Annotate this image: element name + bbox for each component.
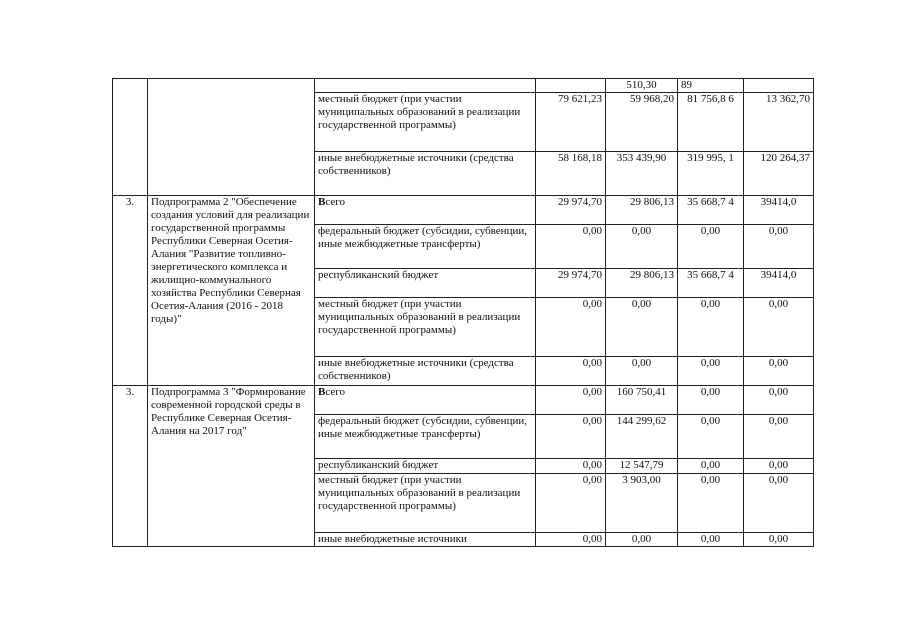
value-cell: 144 299,62 [606, 415, 678, 459]
source-cell [315, 386, 536, 415]
value-cell: 35 668,7 4 [678, 196, 744, 225]
value-cell: 0,00 [606, 225, 678, 269]
table-row [113, 386, 814, 415]
value-cell: 79 621,23 [536, 93, 606, 152]
table-row [113, 196, 814, 225]
value-cell: 0,00 [678, 386, 744, 415]
source-cell: местный бюджет (при участии муниципальных образований в реализации государственной программы) [315, 93, 536, 152]
value-cell: 29 806,13 [606, 269, 678, 298]
value-cell: 3 903,00 [606, 474, 678, 533]
value-cell: 0,00 [744, 357, 814, 386]
value-cell: 0,00 [678, 415, 744, 459]
value-cell: 510,30 [606, 79, 678, 93]
value-cell: 353 439,90 [606, 152, 678, 196]
source-cell: местный бюджет (при участии муниципальных образований в реализации государственной программы) [315, 474, 536, 533]
value-cell: 0,00 [678, 459, 744, 474]
value-cell: 0,00 [744, 386, 814, 415]
value-cell: 0,00 [678, 533, 744, 547]
value-cell: 160 750,41 [606, 386, 678, 415]
value-cell: 0,00 [678, 225, 744, 269]
program-name-cell [148, 79, 315, 196]
value-cell: 0,00 [606, 357, 678, 386]
source-cell [315, 196, 536, 225]
total-label-bold: В [318, 196, 326, 208]
value-cell: 0,00 [536, 225, 606, 269]
total-label-bold: В [318, 386, 326, 398]
value-cell: 89 [678, 79, 744, 93]
value-cell: 13 362,70 [744, 93, 814, 152]
value-cell: 0,00 [678, 474, 744, 533]
value-cell: 319 995, 1 [678, 152, 744, 196]
value-cell: 29 974,70 [536, 269, 606, 298]
value-cell: 0,00 [744, 459, 814, 474]
value-cell: 29 806,13 [606, 196, 678, 225]
program-name-cell: Подпрограмма 3 "Формирование современной городской среды в Республике Северная Осетия-Алания на 2017 год" [148, 386, 315, 547]
value-cell: 59 968,20 [606, 93, 678, 152]
source-cell: республиканский бюджет [315, 269, 536, 298]
value-cell: 0,00 [536, 474, 606, 533]
source-cell: федеральный бюджет (субсидии, субвенции, иные межбюджетные трансферты) [315, 225, 536, 269]
value-cell [536, 79, 606, 93]
total-label-rest: сего [325, 386, 345, 398]
value-cell: 0,00 [536, 386, 606, 415]
value-cell: 0,00 [536, 357, 606, 386]
value-cell: 0,00 [744, 415, 814, 459]
table-row [113, 79, 814, 93]
value-cell: 0,00 [536, 298, 606, 357]
value-cell: 58 168,18 [536, 152, 606, 196]
source-cell: республиканский бюджет [315, 459, 536, 474]
value-cell: 12 547,79 [606, 459, 678, 474]
source-cell: иные внебюджетные источники [315, 533, 536, 547]
index-cell: 3. [113, 386, 148, 547]
source-cell: федеральный бюджет (субсидии, субвенции, иные межбюджетные трансферты) [315, 415, 536, 459]
value-cell: 29 974,70 [536, 196, 606, 225]
index-cell: 3. [113, 196, 148, 386]
program-name-cell: Подпрограмма 2 "Обеспечение создания условий для реализации государственной программы Республики Северная Осетия-Алания "Развитие топливно-энергетического комплекса и жилищно-коммунального хозяйства Республики Северная Осетия-Алания (2016 - 2018 годы)" [148, 196, 315, 386]
value-cell: 39414,0 [744, 196, 814, 225]
value-cell: 39414,0 [744, 269, 814, 298]
value-cell: 81 756,8 6 [678, 93, 744, 152]
value-cell: 0,00 [536, 533, 606, 547]
source-cell [315, 79, 536, 93]
value-cell: 35 668,7 4 [678, 269, 744, 298]
value-cell: 0,00 [606, 533, 678, 547]
value-cell [744, 79, 814, 93]
index-cell [113, 79, 148, 196]
value-cell: 0,00 [536, 459, 606, 474]
value-cell: 0,00 [744, 225, 814, 269]
source-cell: иные внебюджетные источники (средства собственников) [315, 357, 536, 386]
value-cell: 0,00 [744, 474, 814, 533]
value-cell: 0,00 [678, 298, 744, 357]
value-cell: 0,00 [744, 533, 814, 547]
value-cell: 0,00 [744, 298, 814, 357]
value-cell: 0,00 [606, 298, 678, 357]
value-cell: 120 264,37 [744, 152, 814, 196]
total-label-rest: сего [325, 196, 345, 208]
source-cell: иные внебюджетные источники (средства собственников) [315, 152, 536, 196]
value-cell: 0,00 [536, 415, 606, 459]
budget-table [112, 78, 814, 547]
source-cell: местный бюджет (при участии муниципальных образований в реализации государственной программы) [315, 298, 536, 357]
value-cell: 0,00 [678, 357, 744, 386]
